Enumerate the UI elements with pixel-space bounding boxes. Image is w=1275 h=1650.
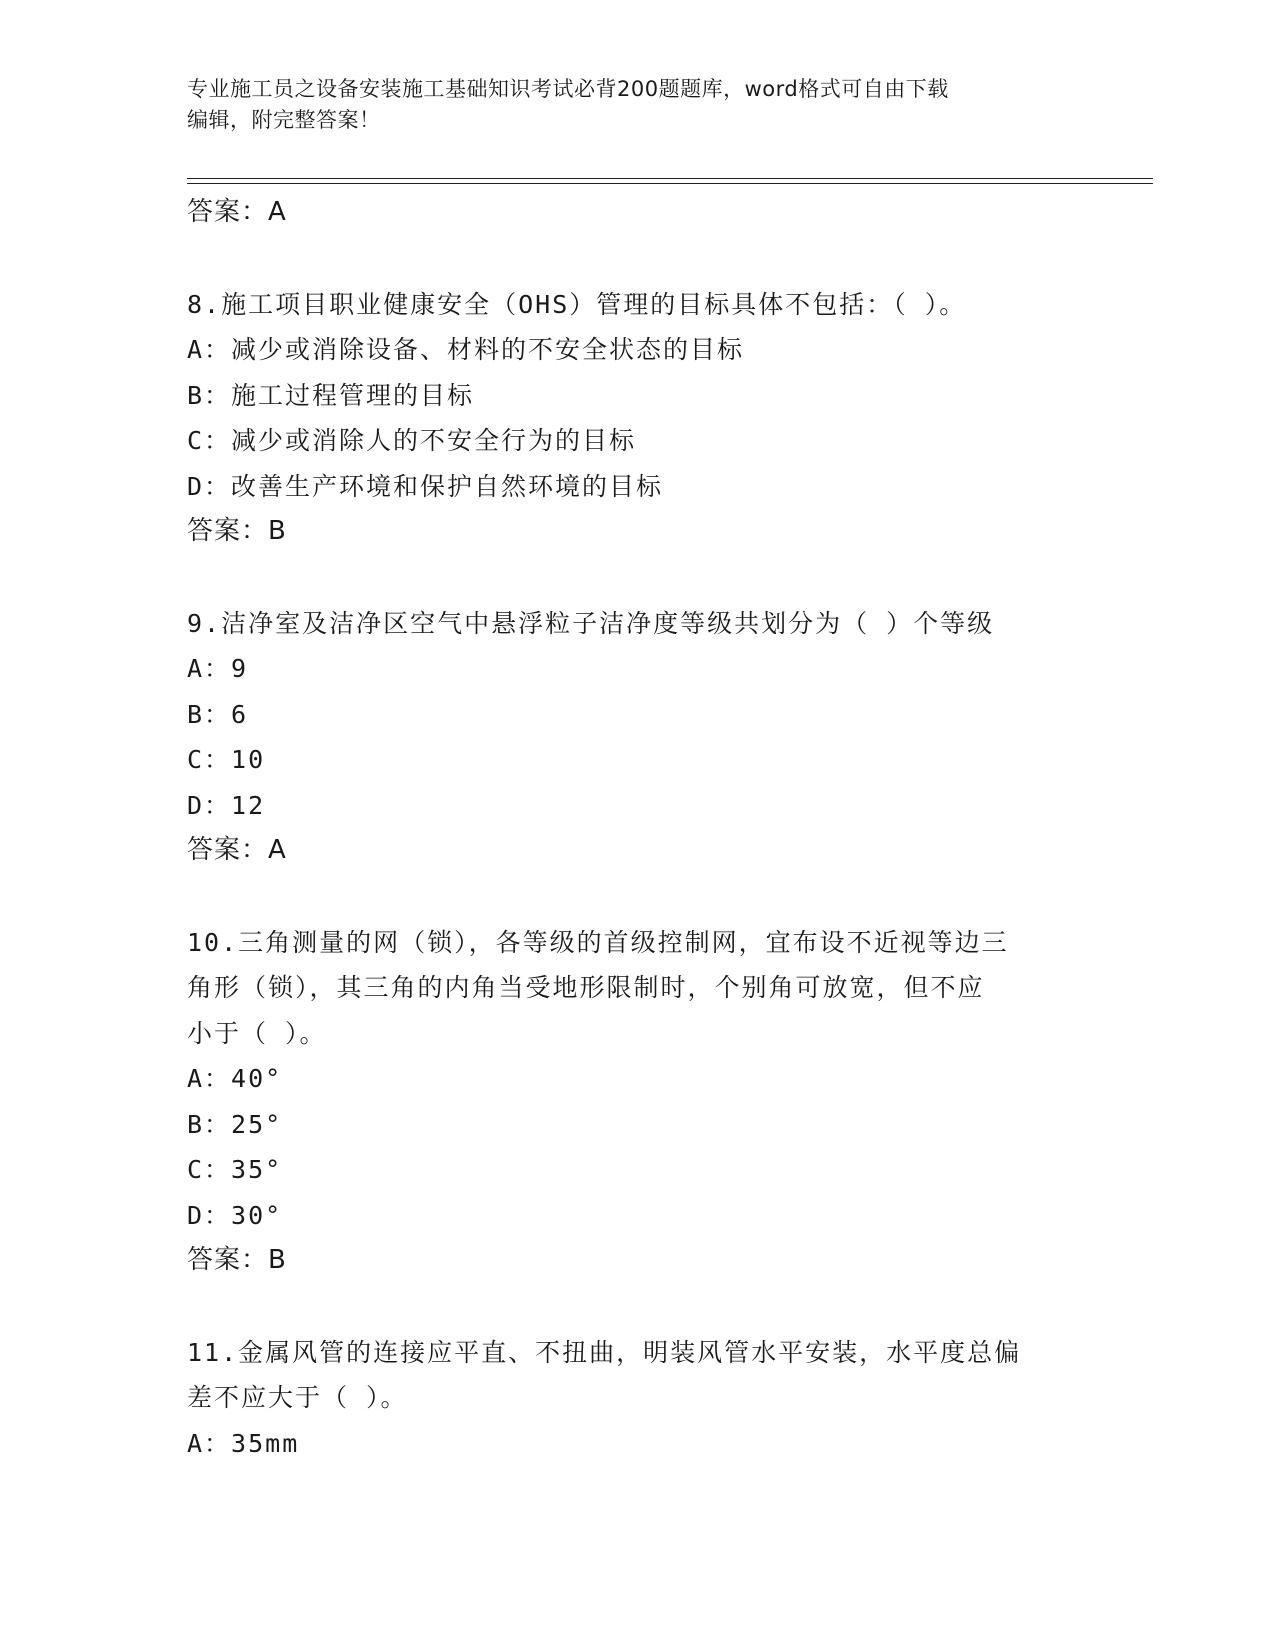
- spacer: [187, 236, 1087, 282]
- question-10: [187, 920, 1087, 1284]
- question-list: [187, 190, 1087, 1466]
- option-a: A：减少或消除设备、材料的不安全状态的目标: [187, 335, 745, 364]
- question-11: [187, 1330, 1087, 1467]
- question-text-line-2: 角形（锁），其三角的内角当受地形限制时，个别角可放宽，但不应: [187, 973, 985, 1002]
- question-9: [187, 601, 1087, 874]
- option-a: A：9: [187, 654, 249, 683]
- spacer: [187, 874, 1087, 920]
- option-c: C：10: [187, 745, 266, 774]
- spacer: [187, 1284, 1087, 1330]
- answer: 答案：B: [187, 1245, 287, 1275]
- option-b: B：6: [187, 699, 249, 729]
- previous-answer: 答案：A: [187, 197, 287, 227]
- option-d: D：30°: [187, 1200, 283, 1230]
- option-a: A：40°: [187, 1064, 283, 1093]
- answer: 答案：A: [187, 835, 287, 865]
- header-title-line-2: 编辑，附完整答案！: [187, 108, 381, 132]
- question-text-line-3: 小于（ ）。: [187, 1018, 327, 1048]
- option-d: D：12: [187, 790, 266, 820]
- option-a: A：35mm: [187, 1428, 300, 1458]
- option-b: B：施工过程管理的目标: [187, 380, 475, 410]
- option-c: C：减少或消除人的不安全行为的目标: [187, 426, 637, 455]
- question-text-line-2: 差不应大于（ ）。: [187, 1383, 408, 1412]
- question-text-line-1: 11.金属风管的连接应平直、不扭曲，明装风管水平安装，水平度总偏: [187, 1337, 1022, 1367]
- header-title-line-1: 专业施工员之设备安装施工基础知识考试必背200题题库，word格式可自由下载: [187, 77, 949, 101]
- option-c: C：35°: [187, 1155, 283, 1184]
- answer: 答案：B: [187, 516, 287, 546]
- document-header: [187, 74, 1067, 136]
- option-d: D：改善生产环境和保护自然环境的目标: [187, 471, 664, 501]
- option-b: B：25°: [187, 1109, 283, 1139]
- header-divider-bottom: [187, 183, 1153, 184]
- question-text-line-1: 10.三角测量的网（锁），各等级的首级控制网，宜布设不近视等边三: [187, 927, 1009, 957]
- question-text: 8.施工项目职业健康安全（OHS）管理的目标具体不包括：（ ）。: [187, 289, 967, 319]
- question-text: 9.洁净室及洁净区空气中悬浮粒子洁净度等级共划分为（ ）个等级: [187, 608, 995, 638]
- spacer: [187, 555, 1087, 601]
- question-8: [187, 282, 1087, 555]
- header-divider-top: [187, 178, 1153, 179]
